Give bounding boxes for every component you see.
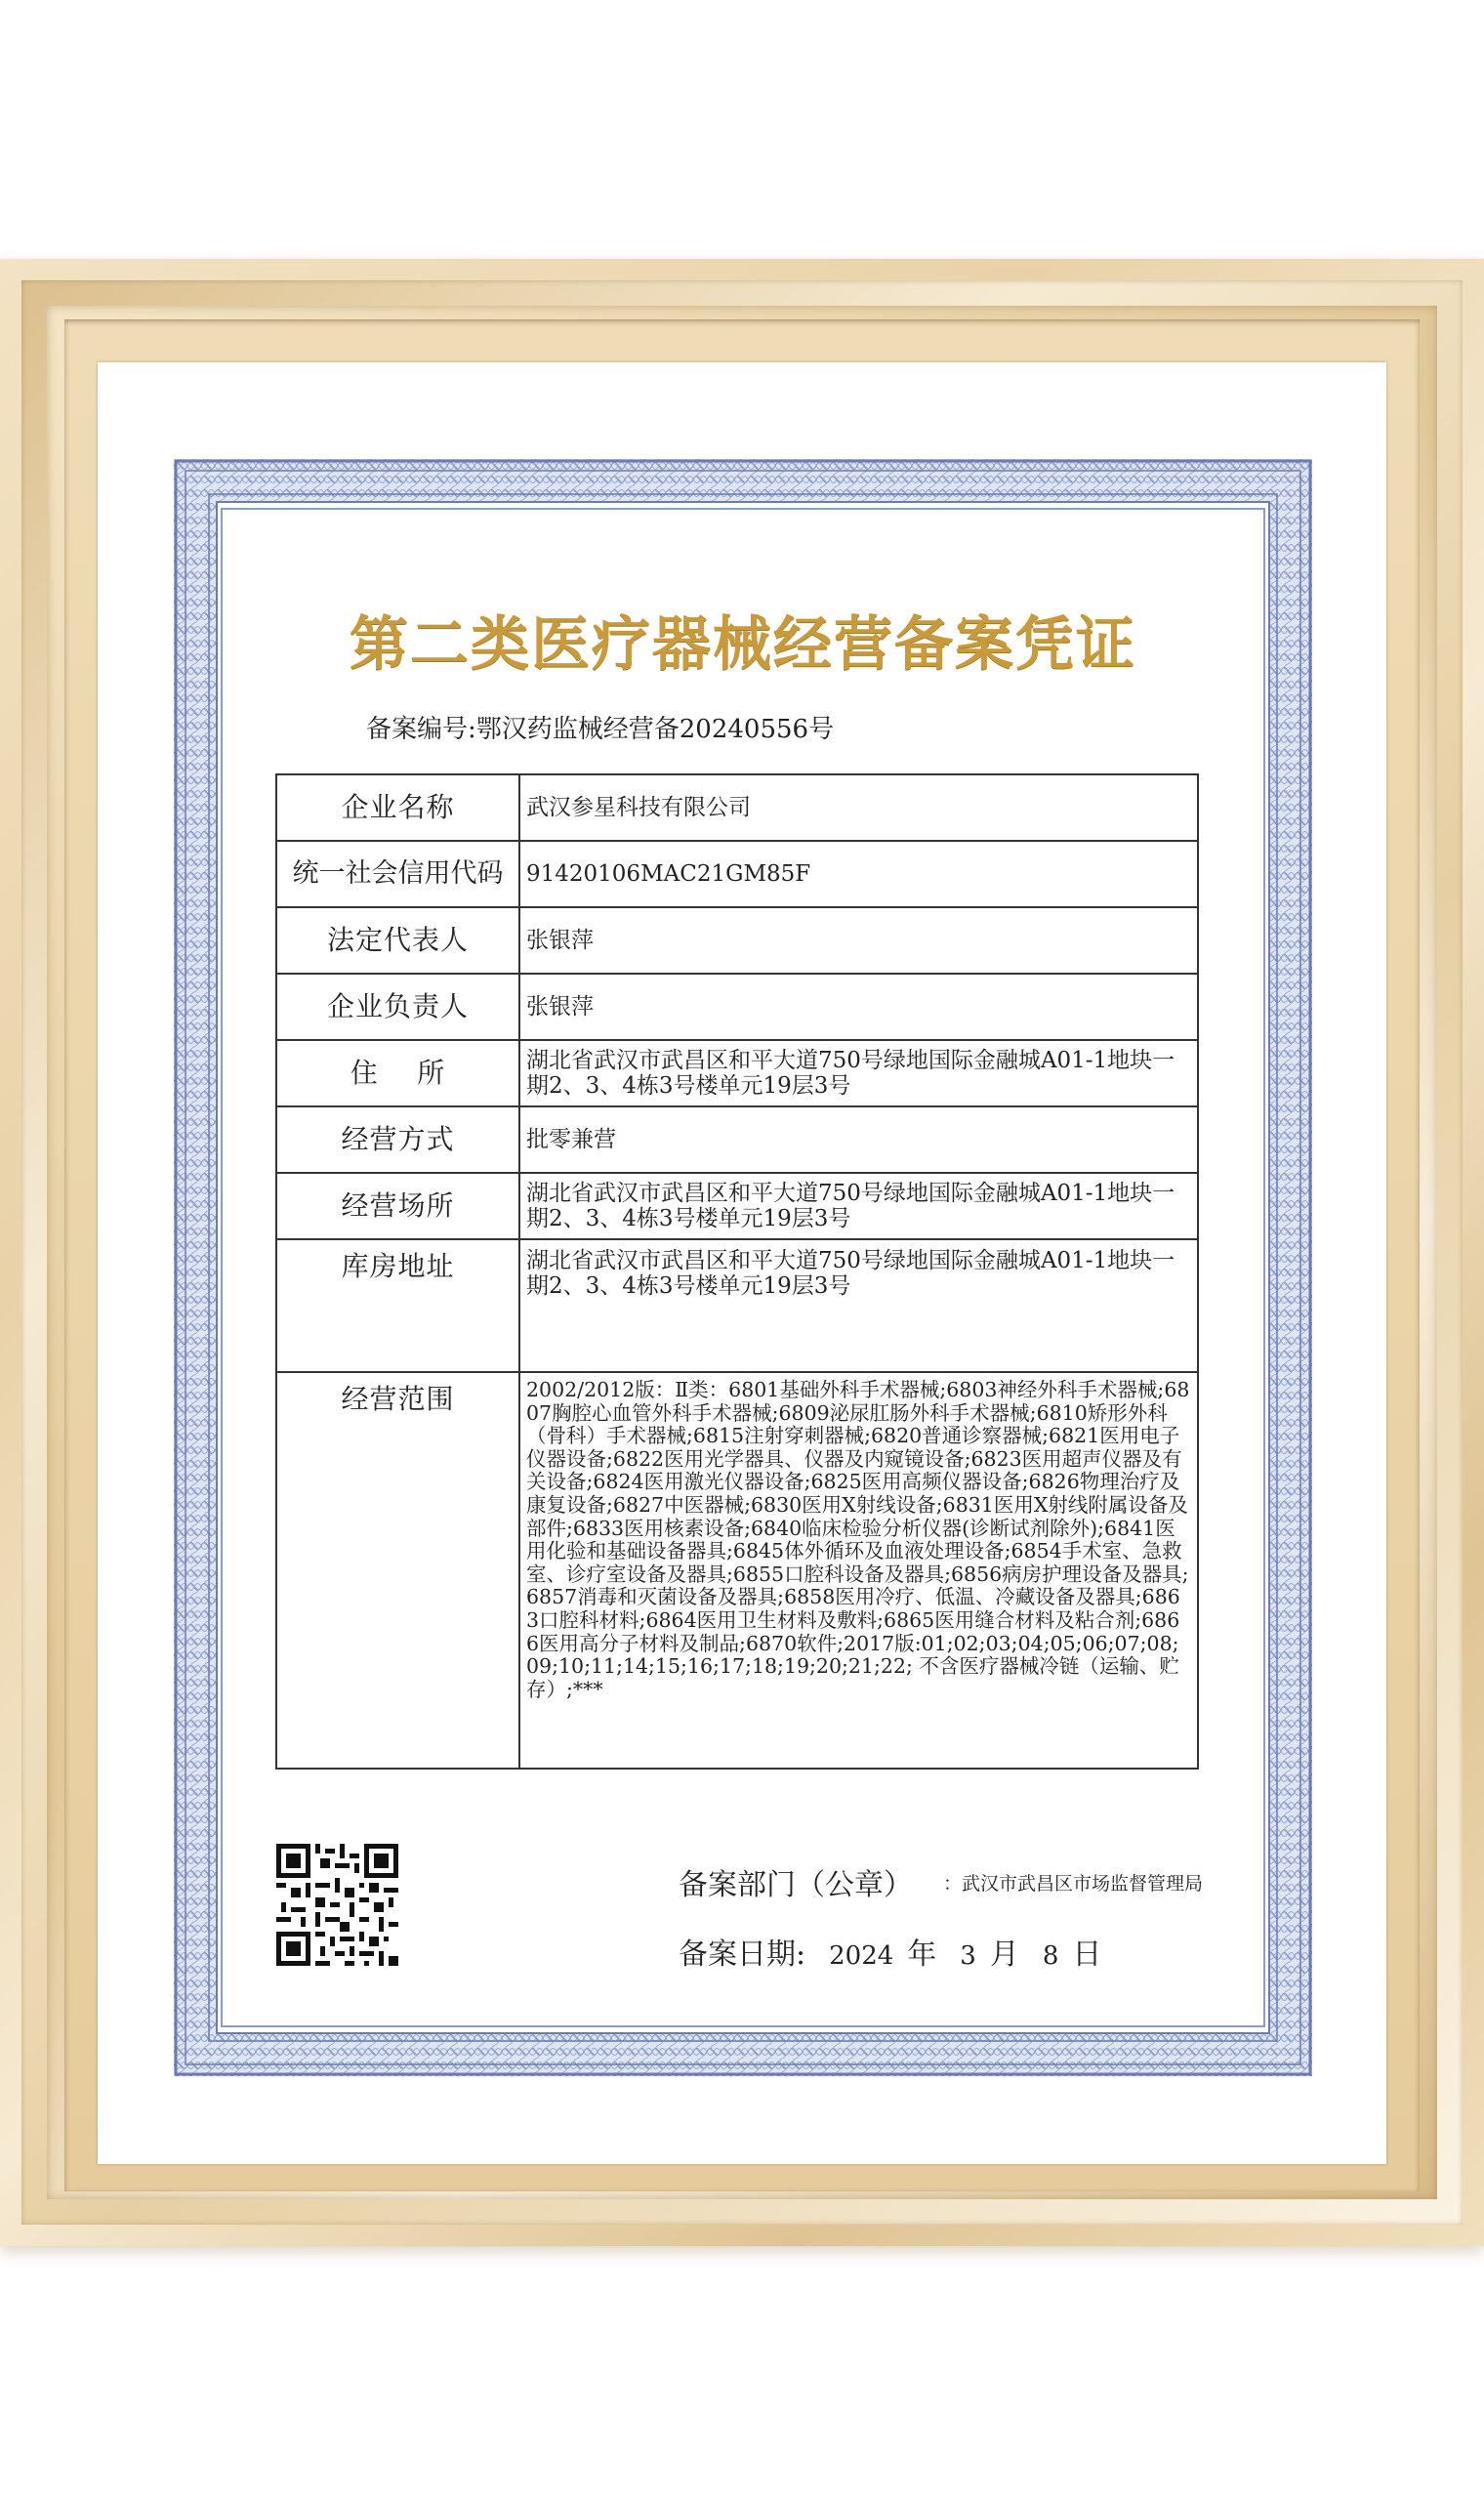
row-label: 统一社会信用代码 [276, 841, 519, 907]
table-row [276, 974, 1198, 1040]
row-label: 经营范围 [276, 1372, 519, 1769]
table-row [276, 907, 1198, 974]
row-value: 武汉参星科技有限公司 [519, 774, 1198, 841]
row-value: 91420106MAC21GM85F [519, 841, 1198, 907]
table-row [276, 1040, 1198, 1106]
filing-department-value: ：武汉市武昌区市场监督管理局 [943, 1873, 1204, 1895]
info-table [275, 773, 1199, 1770]
row-label: 住 所 [276, 1040, 519, 1106]
table-row [276, 1239, 1198, 1372]
table-row [276, 774, 1198, 841]
business-scope-value: 2002/2012版：Ⅱ类：6801基础外科手术器械;6803神经外科手术器械;6807胸腔心血管外科手术器械;6809泌尿肛肠外科手术器械;6810矫形外科（骨科）手术器械;6815注射穿刺器械;6820普通诊察器械;6821医用电子仪器设备;6822医用光学器具、仪器及内窥镜设备;6823医用超声仪器及有关设备;6824医用激光仪器设备;6825医用高频仪器设备;6826物理治疗及康复设备;6827中医器械;6830医用X射线设备;6831医用X射线附属设备及部件;6833医用核素设备;6840临床检验分析仪器(诊断试剂除外);6841医用化验和基础设备器具;6845体外循环及血液处理设备;6854手术室、急救室、诊疗室设备及器具;6855口腔科设备及器具;6856病房护理设备及器具;6857消毒和灭菌设备及器具;6858医用冷疗、低温、冷藏设备及器具;6863口腔科材料;6864医用卫生材料及敷料;6865医用缝合材料及粘合剂;6866医用高分子材料及制品;6870软件;2017版:01;02;03;04;05;06;07;08;09;10;11;14;15;16;17;18;19;20;21;22; 不含医疗器械冷链（运输、贮存）;*** [519, 1372, 1198, 1769]
table-row [276, 1372, 1198, 1769]
row-value: 湖北省武汉市武昌区和平大道750号绿地国际金融城A01-1地块一期2、3、4栋3号楼单元19层3号 [519, 1239, 1198, 1372]
row-value: 张银萍 [519, 907, 1198, 974]
filing-date [679, 1930, 1111, 1973]
table-row [276, 1106, 1198, 1173]
row-value: 张银萍 [519, 974, 1198, 1040]
record-number-value: 鄂汉药监械经营备20240556号 [475, 715, 835, 744]
month-unit: 月 [989, 1938, 1019, 1972]
row-label: 库房地址 [276, 1239, 519, 1372]
filing-department-label: 备案部门（公章） [679, 1868, 913, 1902]
day-unit: 日 [1072, 1938, 1102, 1972]
table-row [276, 841, 1198, 907]
year-unit: 年 [907, 1938, 937, 1972]
filing-date-label: 备案日期: [679, 1938, 806, 1972]
record-number [366, 709, 834, 745]
table-row [276, 1173, 1198, 1239]
row-label: 经营场所 [276, 1173, 519, 1239]
row-value: 批零兼营 [519, 1106, 1198, 1173]
filing-date-month: 3 [960, 1941, 976, 1971]
row-label: 企业名称 [276, 774, 519, 841]
certificate-title: 第二类医疗器械经营备案凭证 [350, 610, 1136, 679]
filing-date-year: 2024 [829, 1941, 894, 1971]
row-label: 企业负责人 [276, 974, 519, 1040]
row-label: 经营方式 [276, 1106, 519, 1173]
record-number-label: 备案编号: [366, 715, 476, 744]
row-value: 湖北省武汉市武昌区和平大道750号绿地国际金融城A01-1地块一期2、3、4栋3号楼单元19层3号 [519, 1173, 1198, 1239]
row-value: 湖北省武汉市武昌区和平大道750号绿地国际金融城A01-1地块一期2、3、4栋3号楼单元19层3号 [519, 1040, 1198, 1106]
filing-date-day: 8 [1042, 1941, 1059, 1971]
qr-code-icon [276, 1844, 398, 1966]
row-label: 法定代表人 [276, 907, 519, 974]
